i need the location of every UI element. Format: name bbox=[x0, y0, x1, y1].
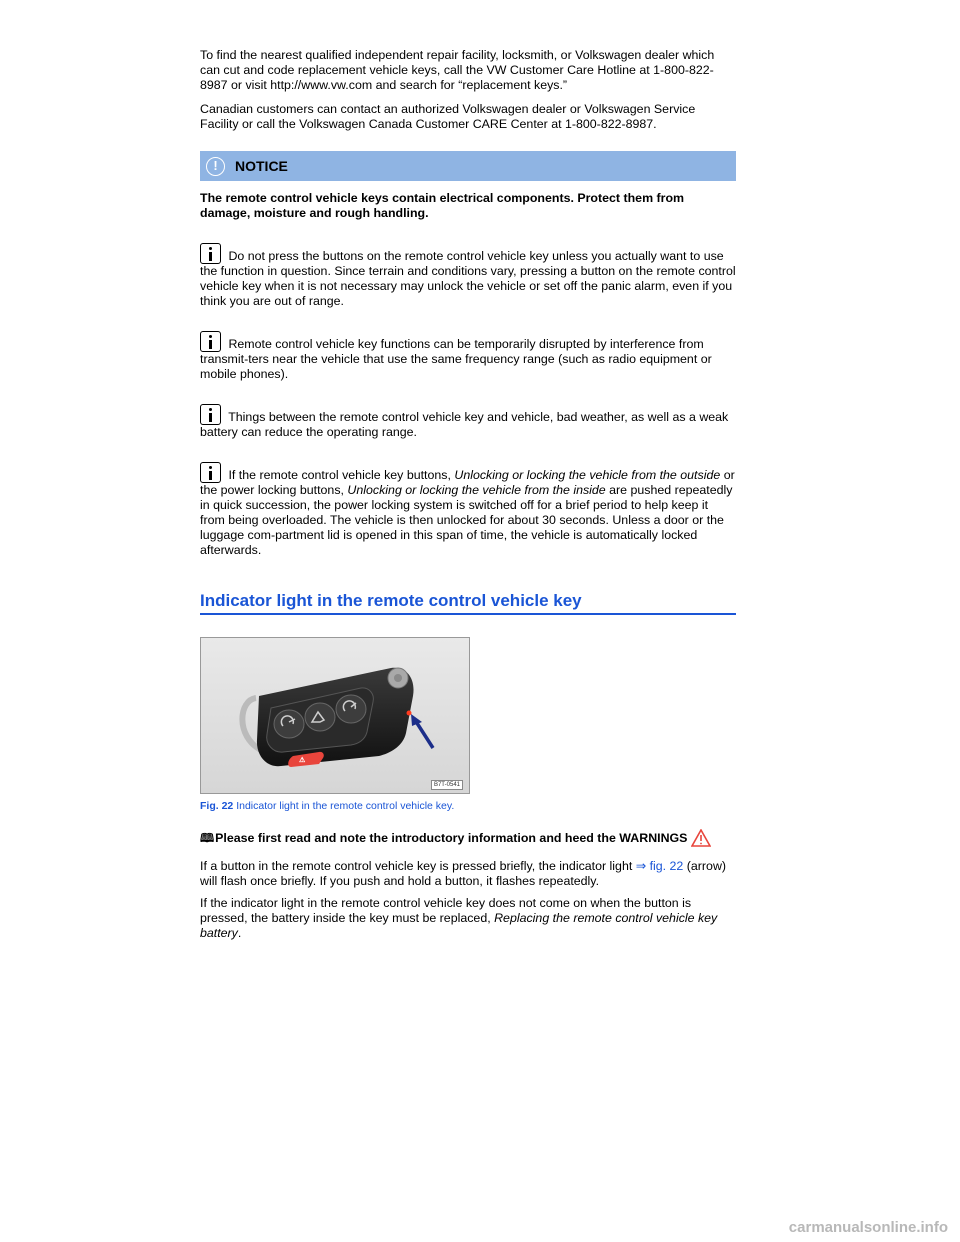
figure-caption bbox=[200, 799, 736, 814]
info-icon bbox=[200, 404, 221, 425]
caption-text: Indicator light in the remote control vehicle key. bbox=[236, 800, 455, 812]
info-icon bbox=[200, 331, 221, 352]
link-unlock-outside[interactable]: Unlocking or locking the vehicle from the outside bbox=[454, 468, 721, 482]
intro-warning-line bbox=[200, 829, 736, 847]
note-2: Remote control vehicle key functions can be temporarily disrupted by interference from transmit-ters near the vehicle that use the same frequency range (such as radio equipment or mobile phones). bbox=[200, 331, 736, 382]
figure-remote-key bbox=[200, 637, 470, 794]
exclamation-icon: ! bbox=[206, 157, 225, 176]
link-replace-battery[interactable]: Replacing the remote control vehicle key battery bbox=[200, 911, 718, 940]
figure-code: B7T-0541 bbox=[431, 780, 463, 790]
watermark: carmanualsonline.info bbox=[788, 1219, 948, 1236]
note-4: If the remote control vehicle key buttons, Unlocking or locking the vehicle from the outside or the power locking buttons, Unlocking or locking the vehicle from the inside are pushed repeatedly in quick succession, the power locking system is switched off for a brief period to help keep it from being overloaded. The vehicle is then unlocked for about 30 seconds. Unless a door or the luggage com-partment lid is opened in this span of time, the vehicle is automatically locked afterwards. bbox=[200, 462, 736, 558]
link-fig-22[interactable]: ⇒ fig. 22 bbox=[635, 859, 684, 873]
link-unlock-inside[interactable]: Unlocking or locking the vehicle from the inside bbox=[347, 483, 606, 497]
intro-text: Please first read and note the introductory information and heed the WARNINGS bbox=[215, 830, 688, 845]
note-3: Things between the remote control vehicle key and vehicle, bad weather, as well as a weak battery can reduce the operating range. bbox=[200, 404, 736, 440]
notice-title: NOTICE bbox=[235, 157, 288, 174]
paragraph-battery: If the indicator light in the remote control vehicle key does not come on when the button is pressed, the battery inside the key must be replaced, Replacing the remote control vehicle key battery. bbox=[200, 896, 718, 940]
notice-body: The remote control vehicle keys contain electrical components. Protect them from damage, moisture and rough handling. bbox=[200, 191, 685, 220]
notice-bar bbox=[200, 151, 736, 181]
info-icon bbox=[200, 462, 221, 483]
remote-key-illustration bbox=[201, 638, 469, 793]
paragraph-replacement-keys: To find the nearest qualified independent repair facility, locksmith, or Volkswagen dealer which can cut and code replacement vehicle keys, call the VW Customer Care Hotline at 1-800-822-8987 or visit http://www.vw.com and search for “replacement keys.” bbox=[200, 48, 715, 92]
section-heading: Indicator light in the remote control vehicle key bbox=[200, 590, 736, 615]
svg-text:⚠: ⚠ bbox=[299, 757, 306, 764]
page-content bbox=[200, 48, 736, 941]
info-icon bbox=[200, 243, 221, 264]
paragraph-canada: Canadian customers can contact an authorized Volkswagen dealer or Volkswagen Service Facility or call the Volkswagen Canada Customer CARE Center at 1-800-822-8987. bbox=[200, 102, 696, 131]
warning-triangle-icon bbox=[691, 829, 711, 847]
book-icon: 🕮 bbox=[200, 830, 215, 845]
caption-label: Fig. 22 bbox=[200, 800, 234, 812]
paragraph-indicator-flash: If a button in the remote control vehicle key is pressed briefly, the indicator light ⇒ fig. 22 (arrow) will flash once briefly. If you push and hold a button, it flashes repeatedly. bbox=[200, 859, 727, 888]
note-1: Do not press the buttons on the remote control vehicle key unless you actually want to use the function in question. Since terrain and conditions vary, pressing a button on the remote control vehicle key when it is not necessary may unlock the vehicle or set off the panic alarm, even if you think you are out of range. bbox=[200, 243, 736, 309]
